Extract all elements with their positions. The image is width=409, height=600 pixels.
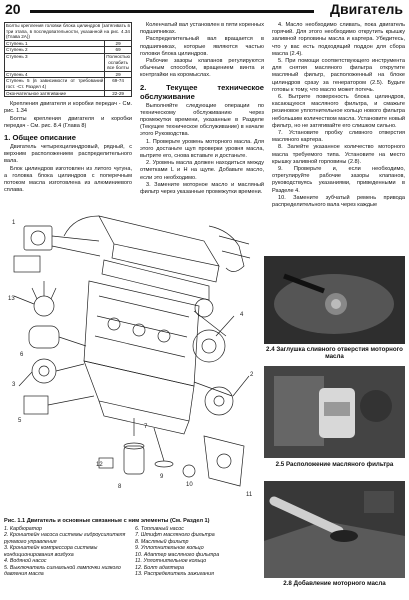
engine-drawing [4,196,259,514]
svg-text:2: 2 [250,372,254,378]
paragraph: 1. Проверьте уровень моторного масла. Для этого достаньте щуп проверки уровня масла, вытрите его, снова вставьте и достаньте. [140,138,264,160]
photo-caption: 2.8 Добавление моторного масла [283,580,386,587]
table-row: Ступень 1 29 [5,40,132,47]
legend-item: 7. Штифт масляного фильтра [135,532,215,538]
header-rule [30,10,314,13]
table-row: Ступень 2 69 [5,47,132,54]
paragraph: 7. Установите пробку сливного отверстия масляного картера. [272,130,405,144]
paragraph: 2. Уровень масла должен находиться между отметками L и H на щупе. Добавьте масло, если это необходимо. [140,160,264,181]
paragraph: Коленчатый вал установлен в пяти коренных подшипниках. [140,22,264,36]
svg-text:7: 7 [144,424,148,430]
table-row: Окончательное затягивание 22-29 [5,90,132,97]
photo-oil-filter [264,366,405,458]
svg-text:11: 11 [246,492,253,498]
paragraph: Крепления двигателя и коробки передач - См. рис. 1.34 [4,101,132,115]
legend-item: 9. Уплотнительное кольцо [135,545,204,551]
heading-general: 1. Общее описание [4,132,76,142]
legend-left [4,526,129,578]
svg-text:3: 3 [12,382,16,388]
svg-text:4: 4 [240,312,244,318]
page-header [0,0,409,18]
legend-item: 11. Уплотнительное кольцо [135,558,207,564]
legend-right [135,526,260,578]
photo-drain-plug [264,256,405,344]
svg-text:13: 13 [8,296,15,302]
table-title: Болты крепления головки блока цилиндров (затягивать в три этапа, в последовательности, указанной на рис. 4.34 (Глава 2А)) [6,23,130,40]
legend-item: 10. Адаптер масляного фильтра [135,551,220,558]
svg-text:6: 6 [20,352,24,358]
legend-item: 13. Распределитель зажигания [135,571,214,577]
paragraph: Блок цилиндров изготовлен из литого чугуна, а головка блока цилиндров с поперечным потоком масла изготовлена из алюминиевого сплава. [4,165,132,194]
svg-text:9: 9 [160,474,164,480]
photo-adding-oil [264,481,405,578]
legend-item: 6. Топливный насос [135,525,184,532]
svg-text:10: 10 [186,482,193,488]
paragraph: 6. Вытрите поверхность блока цилиндров, касающуюся масляного фильтра, и смажьте резиновое уплотнительное кольцо нового фильтра небольшим количеством масла. Установите новый фильтр, но не затягивайте его слишком сильно. [272,94,405,129]
middle-column [140,22,264,196]
figure-title: Рис. 1.1 Двигатель и основные связанные с ним элементы (См. Раздел 1) [4,518,210,524]
paragraph: Двигатель четырехцилиндровый, рядный, с верхним расположением распределительного вала. [4,143,132,165]
heading-maintenance: 2. Текущее техническое обслуживание [140,82,264,101]
svg-text:8: 8 [118,484,122,490]
legend-item: 8. Масляный фильтр [135,538,189,545]
table-row: Ступень 5 (в зависимости от требований гост. -Ст. Раздел 4) 69-74 [5,78,132,90]
right-column [272,22,405,209]
table-row: Ступень 4 29 [5,71,132,78]
paragraph: Болты крепления двигателя и коробки передач - См. рис. 8.4 (Глава 8) [4,115,132,129]
legend-item: 12. Болт адаптера [135,564,184,571]
legend-item: 2. Кронштейн насоса системы гидроусилителя рулевого управления [4,532,126,545]
paragraph: 8. Залейте указанное количество моторного масла требуемого типа. Установите на место крышку заливной горловины (2.8). [272,144,405,165]
svg-text:12: 12 [96,462,103,468]
left-column [4,22,132,194]
paragraph: 5. При помощи соответствующего инструмента для снятия масляного фильтра открутите масляный фильтр, расположенный на блоке цилиндров сразу за генератором (2.5). Будьте готовы к тому, что масло может потечь. [272,58,405,93]
section-title: Двигатель [330,1,403,17]
legend-item: 3. Кронштейн компрессора системы кондиционирования воздуха [4,545,98,558]
paragraph: Распределительный вал вращается в подшипниках, которые являются частью головки блока цилиндров. [140,36,264,57]
photo-caption: 2.5 Расположение масляного фильтра [275,461,394,468]
legend-item: 4. Водяной насос [4,558,47,564]
photo-caption: 2.4 Заглушка сливного отверстия моторного масла [266,346,403,361]
paragraph: 3. Замените моторное масло и масляный фильтр через указанные промежутки времени. [140,181,264,196]
legend-item: 1. Карбюратор [4,525,43,532]
legend-item: 5. Выключатель сигнальной лампочки низкого давления масла [4,564,121,577]
paragraph: 10. Замените зубчатый ремень привода распределительного вала через каждые [272,194,405,209]
svg-text:5: 5 [18,418,22,424]
engine-diagram [4,196,259,514]
figure-caption [4,518,260,578]
table-row: Ступень 3 Полностью ослабить все болты [6,53,130,71]
paragraph: 4. Масло необходимо сливать, пока двигатель горячий. Для этого необходимо открутить крышку заливной горловины масла и картера. Убедитесь, что у вас есть подходящий поддон для сбора масла (2.4). [272,22,405,57]
svg-text:1: 1 [12,220,16,226]
paragraph: Рабочие зазоры клапанов регулируются обычным способом, вращением винта и контргайки на коромыслах. [140,58,264,79]
torque-table [4,22,132,97]
paragraph: Выполняйте следующие операции по техническому обслуживанию через промежутки времени, указанные в Разделе (Текущее техническое обслуживание) в начале этого Руководства. [140,102,264,138]
paragraph: 9. Проверьте и, если необходимо, отрегулируйте рабочие зазоры клапанов, руководствуясь указаниями, приведенными в Разделе 4. [272,166,405,194]
page-number: 20 [5,1,21,17]
